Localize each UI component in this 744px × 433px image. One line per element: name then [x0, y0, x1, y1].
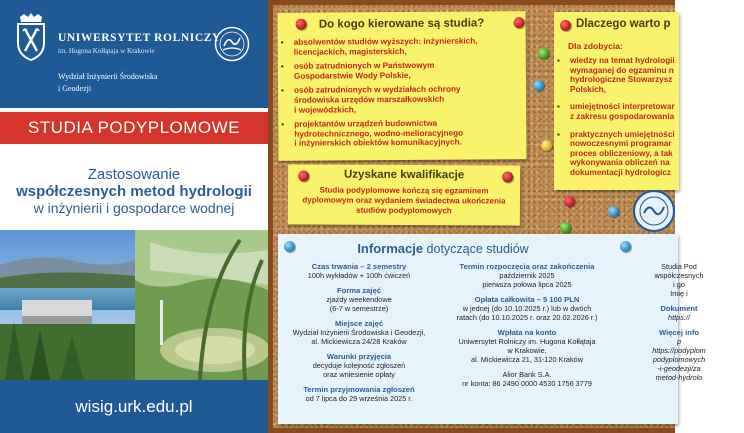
info-column-3 — [614, 262, 744, 388]
blue-pin-icon — [533, 80, 544, 91]
website-link[interactable]: wisig.urk.edu.pl — [0, 380, 268, 433]
cork-board — [268, 0, 706, 433]
audience-item: ▪ projektantów urządzeń budownictwa hydrotechnicznego, wodno-melioracyjnego i inżynierskich obiektów komunikacyjnych. — [278, 118, 526, 149]
info-body: zjazdy weekendowe (6-7 w semestrze) — [326, 295, 392, 313]
study-info-panel — [278, 234, 706, 424]
red-pin-icon — [564, 196, 575, 207]
info-heading: Wpłata na konto — [497, 328, 557, 337]
info-heading: Czas trwania – 2 semestry — [311, 262, 407, 271]
why-study-item: ▪ praktycznych umiejętności nowoczesnymi programar proces obliczeniowy, a tak wykonywania obliczeń na dokumentacji hydrologicz — [554, 130, 679, 178]
info-body: październik 2025 pierwsza połowa lipca 2025 — [482, 271, 572, 289]
why-study-title: Dlaczego warto p — [576, 18, 671, 30]
audience-item: ▪ osób zatrudnionych w wydziałach ochrony środowiska urzędów marszałkowskich i wojewódzkich, — [278, 85, 526, 116]
program-title-line-2: współczesnych metod hydrologii — [16, 183, 252, 200]
yellow-pin-icon — [541, 140, 552, 151]
info-heading: Warunki przyjęcia — [326, 352, 392, 361]
info-heading: Forma zajęć — [337, 286, 381, 295]
info-block — [284, 352, 434, 379]
info-body: w jednej (do 10.10.2025 r.) lub w dwóch ratach (do 10.10.2025 r. oraz 20.02.2026 r.) — [456, 304, 598, 322]
info-body: Wydział Inżynierii Środowiska i Geodezji, al. Mickiewicza 24/28 Kraków — [292, 328, 426, 346]
qualifications-note — [288, 164, 520, 225]
info-title-bold: Informacje — [357, 241, 424, 256]
info-body: Uniwersytet Rolniczy im. Hugona Kołłątaja w Krakowie, al. Mickiewicza 21, 31-120 Kraków — [458, 337, 596, 364]
info-body: Studia Pod współczesnych i go Imię i — [654, 262, 704, 298]
university-crest-icon — [14, 13, 48, 61]
green-pin-icon — [538, 48, 549, 59]
department-line-2: i Geodezji — [58, 84, 92, 93]
department-line-1: Wydział Inżynierii Środowiska — [58, 72, 158, 81]
info-block — [446, 295, 608, 322]
why-study-lead: Dla zdobycia: — [568, 41, 623, 51]
info-block — [614, 304, 744, 322]
info-block — [284, 262, 434, 280]
info-block — [446, 328, 608, 364]
qualifications-text: Studia podyplomowe kończą się egzaminem dyplomowym oraz wydaniem świadectwa ukończenia studiów podyplomowych — [302, 185, 506, 216]
why-study-list — [554, 56, 679, 178]
info-column-2 — [446, 262, 608, 394]
info-title-rest: dotyczące studiów — [423, 242, 529, 256]
audience-title: Do kogo kierowane są studia? — [318, 17, 485, 31]
poster-left-panel — [0, 0, 268, 433]
audience-list — [278, 36, 527, 149]
info-heading: Więcej info — [658, 328, 699, 337]
red-pin-icon — [514, 17, 525, 28]
audience-item: ▪ osób zatrudnionych w Państwowym Gospodarstwie Wody Polskie, — [278, 60, 526, 81]
info-block — [446, 262, 608, 289]
program-title-line-3: w inżynierii i gospodarce wodnej — [33, 200, 235, 216]
faculty-seal-icon — [214, 26, 250, 62]
info-heading: Dokument — [660, 304, 698, 313]
header-band — [0, 0, 268, 108]
info-heading: Opłata całkowita – 5 100 PLN — [474, 295, 580, 304]
info-title — [278, 241, 608, 256]
red-pin-icon — [560, 20, 571, 31]
green-pin-icon — [560, 222, 571, 233]
info-block — [284, 286, 434, 313]
why-study-item: ▪ umiejętności interpretowar z zakresu gospodarowania — [554, 102, 679, 121]
hydrology-emblem-icon — [632, 189, 676, 233]
info-block — [284, 319, 434, 346]
why-study-item: ▪ wiedzy na temat hydrologii wymaganej do egzaminu n hydrologiczne Stowarzysz Polskich, — [554, 56, 679, 94]
audience-item: ▪ absolwentów studiów wyższych: inżynierskich, licencjackich, magisterskich, — [278, 36, 526, 57]
info-body: Alior Bank S.A. nr konta: 86 2490 0000 4530 1756 3779 — [462, 370, 592, 388]
info-body: decyduje kolejność zgłoszeń oraz wniesienie opłaty — [312, 361, 406, 379]
info-block — [284, 385, 434, 403]
why-study-note — [554, 12, 679, 190]
landscape-photo — [0, 230, 268, 380]
audience-note — [277, 11, 526, 161]
info-link[interactable]: https:// — [668, 313, 690, 322]
info-heading: Termin rozpoczęcia oraz zakończenia — [459, 262, 595, 271]
info-body: 100h wykładów + 100h ćwiczeń — [307, 271, 411, 280]
university-subtitle: im. Hugona Kołłątaja w Krakowie — [58, 47, 155, 55]
info-block — [614, 262, 744, 298]
bank-account — [446, 370, 608, 388]
qualifications-title: Uzyskane kwalifikacje — [343, 168, 465, 182]
info-block — [614, 328, 744, 382]
program-type-banner: STUDIA PODYPLOMOWE — [0, 112, 268, 144]
info-link[interactable]: p https://podyplom podyplomowych -i-geodezji/za metod-hydrolo — [652, 337, 706, 382]
red-pin-icon — [298, 170, 309, 181]
info-heading: Termin przyjmowania zgłoszeń — [303, 385, 415, 394]
blue-pin-icon — [608, 206, 619, 217]
red-pin-icon — [296, 19, 307, 30]
university-name: UNIWERSYTET ROLNICZY — [58, 32, 221, 44]
info-heading: Miejsce zajęć — [334, 319, 384, 328]
info-column-1 — [284, 262, 434, 409]
red-pin-icon — [502, 172, 513, 183]
program-title-line-1: Zastosowanie — [87, 166, 181, 183]
blue-pin-icon — [620, 241, 631, 252]
info-body: od 7 lipca do 29 września 2025 r. — [305, 394, 413, 403]
